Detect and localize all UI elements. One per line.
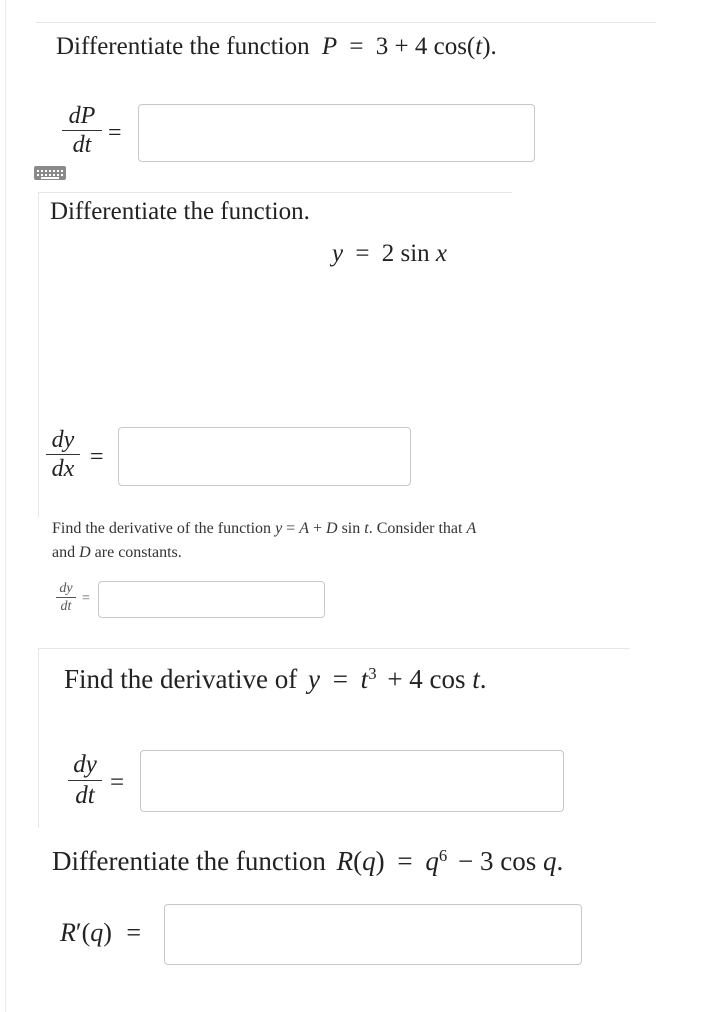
section-divider xyxy=(36,22,656,23)
problem5-lhs: R′(q) = xyxy=(60,918,142,947)
problem4-fraction: dy dt xyxy=(68,750,102,811)
section-border xyxy=(38,648,39,828)
problem4-answer-input[interactable] xyxy=(140,750,564,812)
problem3-equals: = xyxy=(82,591,90,606)
problem1-prompt: Differentiate the function P = 3 + 4 cos(t). xyxy=(56,33,497,60)
section-border xyxy=(38,192,39,517)
problem3-prompt-line2: and D are constants. xyxy=(52,544,182,561)
problem4-equals: = xyxy=(110,769,125,796)
problem5-answer-input[interactable] xyxy=(164,904,582,965)
problem4-prompt: Find the derivative of $y = t^3 + 4$ cos t. xyxy=(64,663,487,694)
page-border xyxy=(5,0,6,1012)
problem3-answer-input[interactable] xyxy=(98,581,325,618)
problem5-prompt: Differentiate the function $R(q) = q^6 - 3$ cos q. xyxy=(52,845,564,876)
section-divider xyxy=(38,192,512,193)
problem2-equals: = xyxy=(90,444,104,470)
problem2-function: y = 2 sin x xyxy=(332,240,448,267)
keyboard-icon[interactable] xyxy=(34,166,66,180)
problem1-answer-input[interactable] xyxy=(138,104,535,162)
problem1-fraction: dP dt xyxy=(62,102,102,159)
problem2-prompt: Differentiate the function. xyxy=(50,198,310,225)
problem2-answer-input[interactable] xyxy=(118,427,411,486)
problem2-fraction: dy dx xyxy=(46,426,80,483)
problem3-fraction: dy dt xyxy=(56,580,76,615)
problem1-equals: = xyxy=(108,120,122,146)
section-divider xyxy=(38,648,630,649)
problem3-prompt: Find the derivative of the function y = A + D sin t. Consider that A xyxy=(52,520,477,537)
